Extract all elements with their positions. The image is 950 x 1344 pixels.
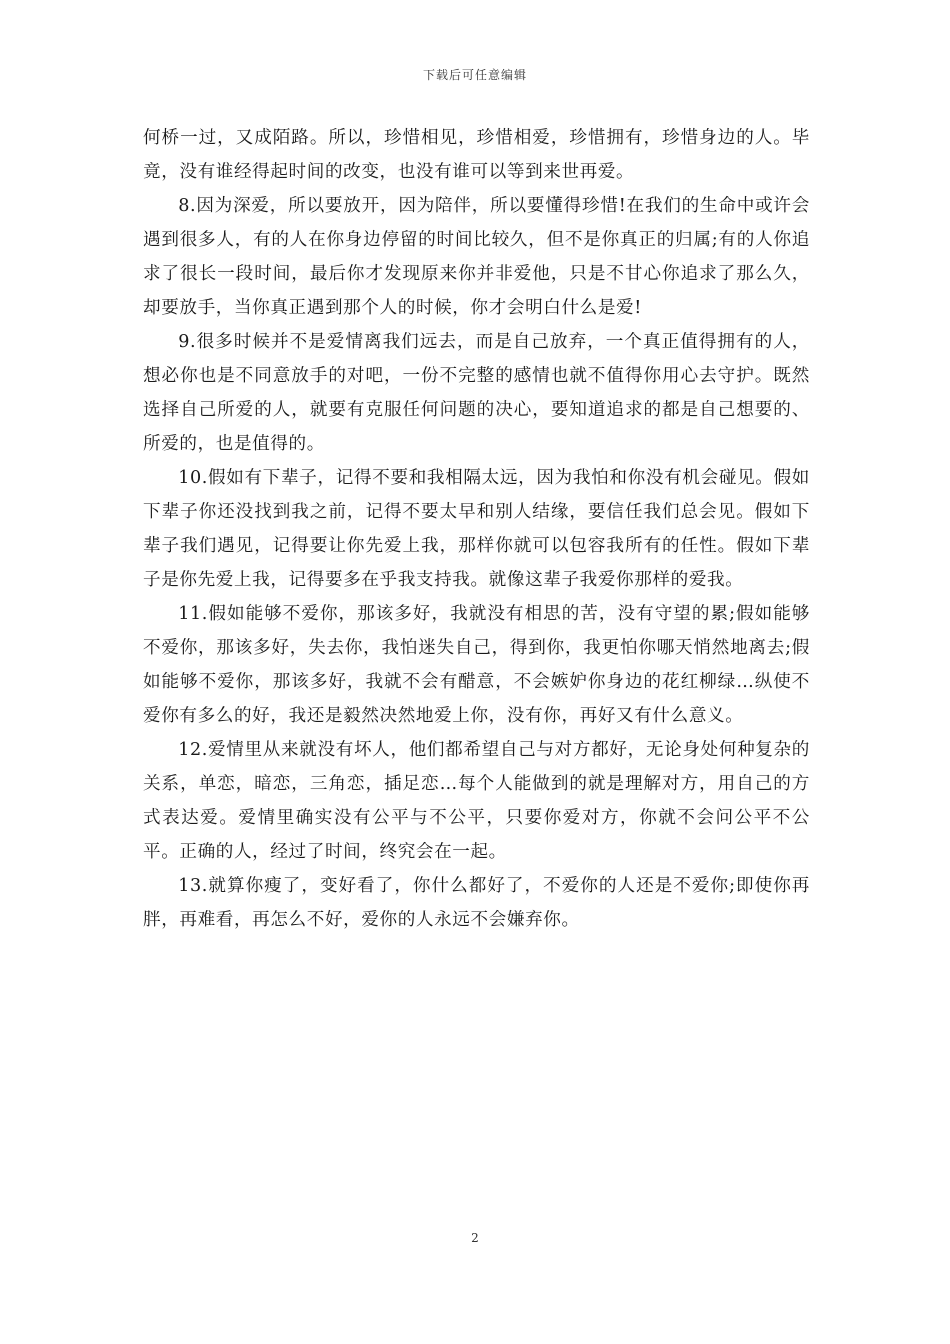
document-body (143, 121, 810, 937)
paragraph-item-12: 12.爱情里从来就没有坏人，他们都希望自己与对方都好，无论身处何种复杂的关系，单恋，暗恋，三角恋，插足恋…每个人能做到的就是理解对方，用自己的方式表达爱。爱情里确实没有公平与不公平，只要你爱对方，你就不会问公平不公平。正确的人，经过了时间，终究会在一起。 (143, 740, 810, 862)
paragraph-item-8: 8.因为深爱，所以要放开，因为陪伴，所以要懂得珍惜!在我们的生命中或许会遇到很多人，有的人在你身边停留的时间比较久，但不是你真正的归属;有的人你追求了很长一段时间，最后你才发现原来你并非爱他，只是不甘心你追求了那么久，却要放手，当你真正遇到那个人的时候，你才会明白什么是爱! (143, 196, 810, 318)
paragraph-item-10: 10.假如有下辈子，记得不要和我相隔太远，因为我怕和你没有机会碰见。假如下辈子你还没找到我之前，记得不要太早和别人结缘，要信任我们总会见。假如下辈子我们遇见，记得要让你先爱上我，那样你就可以包容我所有的任性。假如下辈子是你先爱上我，记得要多在乎我支持我。就像这辈子我爱你那样的爱我。 (143, 468, 810, 590)
paragraph-continuation: 何桥一过，又成陌路。所以，珍惜相见，珍惜相爱，珍惜拥有，珍惜身边的人。毕竟，没有谁经得起时间的改变，也没有谁可以等到来世再爱。 (143, 128, 810, 182)
paragraph-item-11: 11.假如能够不爱你，那该多好，我就没有相思的苦，没有守望的累;假如能够不爱你，那该多好，失去你，我怕迷失自己，得到你，我更怕你哪天悄然地离去;假如能够不爱你，那该多好，我就不会有醋意，不会嫉妒你身边的花红柳绿…纵使不爱你有多么的好，我还是毅然决然地爱上你，没有你，再好又有什么意义。 (143, 604, 810, 726)
page-number: 2 (471, 1231, 479, 1245)
paragraph-item-9: 9.很多时候并不是爱情离我们远去，而是自己放弃，一个真正值得拥有的人，想必你也是不同意放手的对吧，一份不完整的感情也就不值得你用心去守护。既然选择自己所爱的人，就要有克服任何问题的决心，要知道追求的都是自己想要的、所爱的，也是值得的。 (143, 332, 810, 454)
paragraph-item-13: 13.就算你瘦了，变好看了，你什么都好了，不爱你的人还是不爱你;即使你再胖，再难看，再怎么不好，爱你的人永远不会嫌弃你。 (143, 876, 810, 930)
page-header: 下载后可任意编辑 (422, 68, 527, 82)
